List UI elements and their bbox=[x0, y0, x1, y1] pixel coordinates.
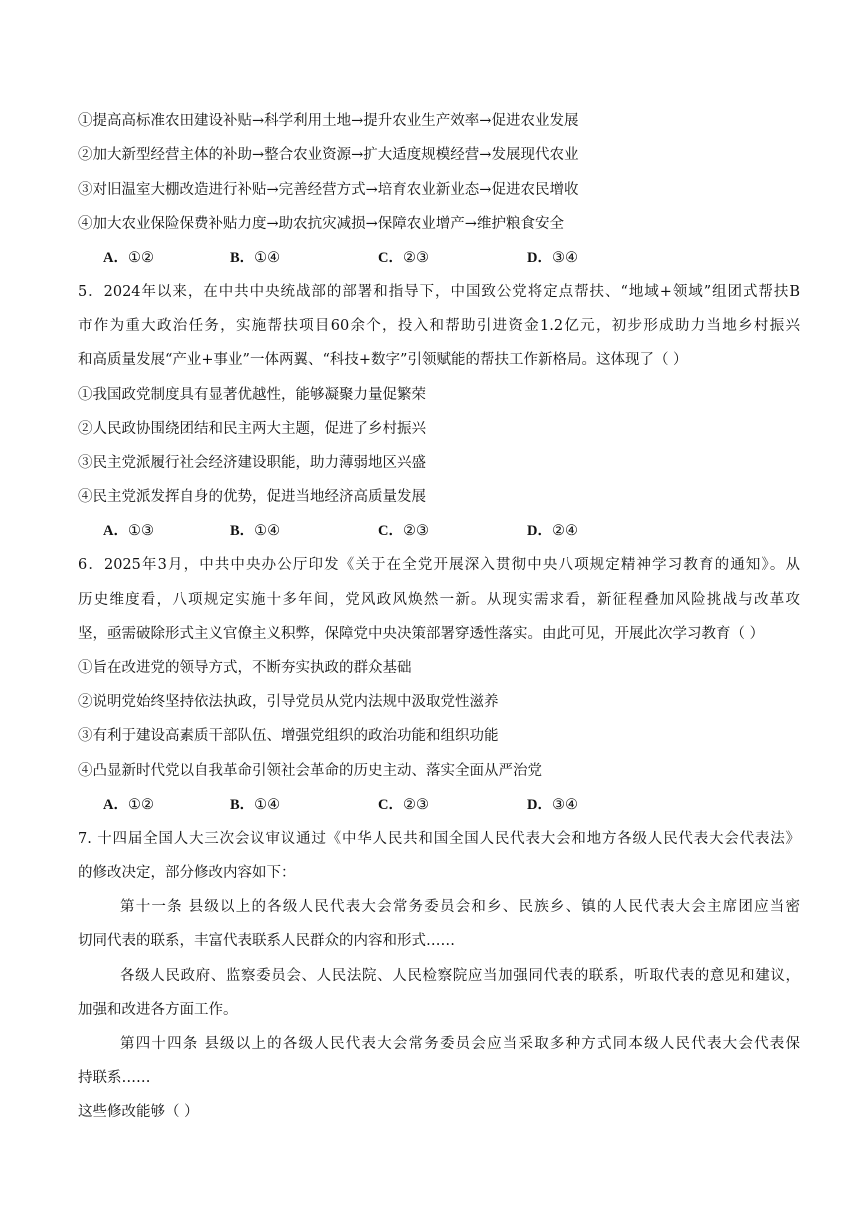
q6-option-c[interactable]: C．②③ bbox=[378, 797, 429, 813]
q7-paragraph-2-line-2: 加强和改进各方面工作。 bbox=[78, 1002, 238, 1018]
q6-item-1: ①旨在改进党的领导方式，不断夯实执政的群众基础 bbox=[78, 660, 412, 676]
q5-option-d[interactable]: D．②④ bbox=[527, 523, 578, 539]
q7-closing-question: 这些修改能够（ ） bbox=[78, 1104, 199, 1120]
q6-item-4: ④凸显新时代党以自我革命引领社会革命的历史主动、落实全面从严治党 bbox=[78, 763, 542, 779]
q6-item-2: ②说明党始终坚持依法执政，引导党员从党内法规中汲取党性滋养 bbox=[78, 694, 499, 710]
q5-stem-line-2: 市作为重大政治任务，实施帮扶项目60余个，投入和帮助引进资金1.2亿元，初步形成助力当地乡村振兴 bbox=[78, 318, 800, 334]
q5-stem-line-3: 和高质量发展“产业+事业”一体两翼、“科技+数字”引领赋能的帮扶工作新格局。这体现了（ ） bbox=[78, 352, 688, 368]
q7-stem-line-1: 7. 十四届全国人大三次会议审议通过《中华人民共和国全国人民代表大会和地方各级人民代表大会代表法》 bbox=[78, 831, 800, 847]
q6-option-b[interactable]: B．①④ bbox=[230, 797, 281, 813]
q7-article-44-line-2: 持联系…… bbox=[78, 1070, 151, 1086]
q4-option-d[interactable]: D．③④ bbox=[527, 250, 578, 266]
q5-item-1: ①我国政党制度具有显著优越性，能够凝聚力量促繁荣 bbox=[78, 387, 426, 403]
q5-item-3: ③民主党派履行社会经济建设职能，助力薄弱地区兴盛 bbox=[78, 455, 426, 471]
q6-option-a[interactable]: A．①② bbox=[103, 797, 154, 813]
q6-item-3: ③有利于建设高素质干部队伍、增强党组织的政治功能和组织功能 bbox=[78, 728, 499, 744]
q6-stem-line-2: 历史维度看，八项规定实施十多年间，党风政风焕然一新。从现实需求看，新征程叠加风险挑战与改革攻 bbox=[78, 592, 800, 608]
q5-option-a[interactable]: A．①③ bbox=[103, 523, 154, 539]
q5-option-c[interactable]: C．②③ bbox=[378, 523, 429, 539]
q6-stem-line-3: 坚，亟需破除形式主义官僚主义积弊，保障党中央决策部署穿透性落实。由此可见，开展此次学习教育（ ） bbox=[78, 626, 765, 642]
q7-paragraph-2-line-1: 各级人民政府、监察委员会、人民法院、人民检察院应当加强同代表的联系，听取代表的意见和建议， bbox=[120, 968, 800, 984]
q7-article-11-line-2: 切同代表的联系，丰富代表联系人民群众的内容和形式…… bbox=[78, 933, 455, 949]
q6-stem-line-1: 6．2025年3月，中共中央办公厅印发《关于在全党开展深入贯彻中央八项规定精神学习教育的通知》。从 bbox=[78, 557, 800, 573]
q4-item-2: ②加大新型经营主体的补助→整合农业资源→扩大适度规模经营→发展现代农业 bbox=[78, 147, 579, 163]
q7-stem-line-2: 的修改决定，部分修改内容如下： bbox=[78, 865, 296, 881]
q5-item-4: ④民主党派发挥自身的优势，促进当地经济高质量发展 bbox=[78, 489, 426, 505]
q7-article-11-line-1: 第十一条 县级以上的各级人民代表大会常务委员会和乡、民族乡、镇的人民代表大会主席团应当密 bbox=[120, 899, 800, 915]
q5-item-2: ②人民政协围绕团结和民主两大主题，促进了乡村振兴 bbox=[78, 421, 426, 437]
q4-option-b[interactable]: B．①④ bbox=[230, 250, 281, 266]
q5-stem-line-1: 5．2024年以来，在中共中央统战部的部署和指导下，中国致公党将定点帮扶、“地域+领域”组团式帮扶B bbox=[78, 284, 800, 300]
q4-option-c[interactable]: C．②③ bbox=[378, 250, 429, 266]
q7-article-44-line-1: 第四十四条 县级以上的各级人民代表大会常务委员会应当采取多种方式同本级人民代表大会代表保 bbox=[120, 1036, 800, 1052]
q4-option-a[interactable]: A．①② bbox=[103, 250, 154, 266]
q4-item-3: ③对旧温室大棚改造进行补贴→完善经营方式→培育农业新业态→促进农民增收 bbox=[78, 182, 579, 198]
q6-option-d[interactable]: D．③④ bbox=[527, 797, 578, 813]
q5-option-b[interactable]: B．①④ bbox=[230, 523, 281, 539]
q4-item-1: ①提高高标准农田建设补贴→科学利用土地→提升农业生产效率→促进农业发展 bbox=[78, 113, 579, 129]
q4-item-4: ④加大农业保险保费补贴力度→助农抗灾减损→保障农业增产→维护粮食安全 bbox=[78, 216, 564, 232]
